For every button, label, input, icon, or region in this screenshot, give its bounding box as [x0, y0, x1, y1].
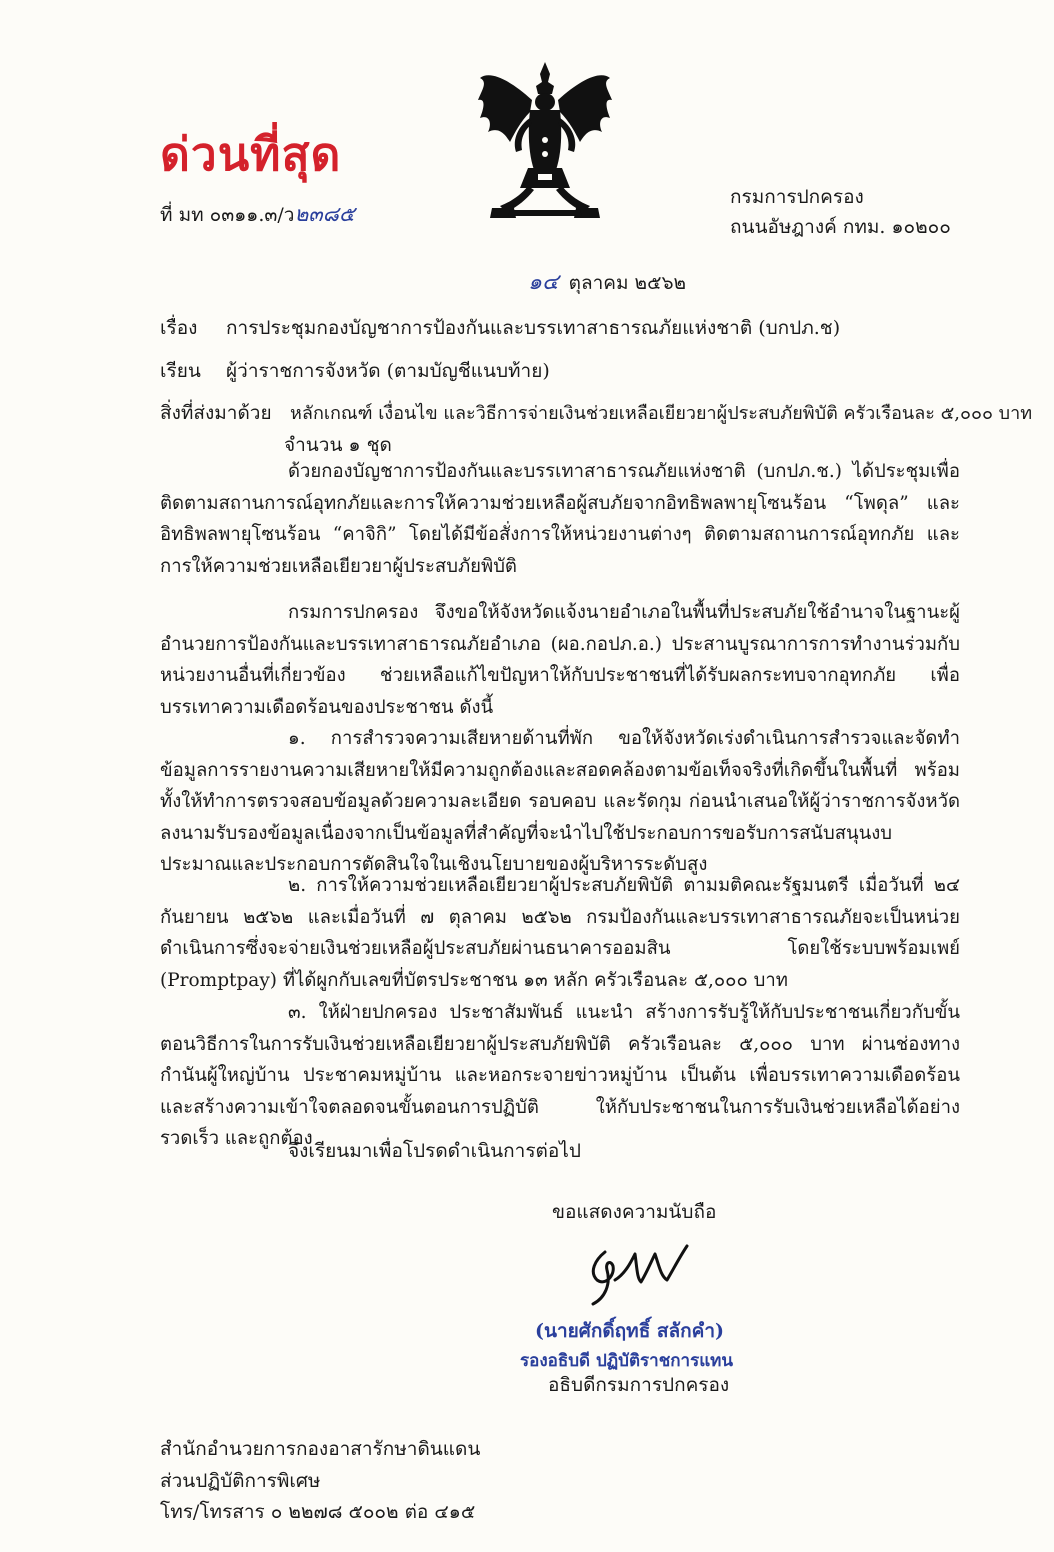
organization-address: ถนนอัษฎางค์ กทม. ๑๐๒๐๐: [730, 216, 951, 238]
reference-prefix: ที่ มท ๐๓๑๑.๓/ว: [160, 204, 295, 226]
handwritten-signature: [575, 1232, 725, 1312]
footer-section: ส่วนปฏิบัติการพิเศษ: [160, 1470, 321, 1492]
signatory-name: (นายศักดิ์ฤทธิ์ สลักคำ): [535, 1320, 725, 1342]
garuda-emblem-icon: [470, 60, 620, 230]
closing-line: จึงเรียนมาเพื่อโปรดดำเนินการต่อไป: [288, 1140, 581, 1162]
regards-text: ขอแสดงความนับถือ: [552, 1201, 717, 1223]
document-date: [528, 264, 686, 299]
signatory-department: อธิบดีกรมการปกครอง: [548, 1374, 730, 1396]
subject-row: [160, 313, 840, 343]
subject-text: การประชุมกองบัญชาการป้องกันและบรรเทาสาธารณภัยแห่งชาติ (บกปภ.ช): [226, 317, 841, 339]
body-paragraph-5: ๓. ให้ฝ่ายปกครอง ประชาสัมพันธ์ แนะนำ สร้างการรับรู้ให้กับประชาชนเกี่ยวกับขั้นตอนวิธีการในการรับเงินช่วยเหลือเยียวยาผู้ประสบภัยพิบัติ ครัวเรือนละ ๕,๐๐๐ บาท ผ่านช่องทางกำนันผู้ใหญ่บ้าน ประชาคมหมู่บ้าน และหอกระจายข่าวหมู่บ้าน เป็นต้น เพื่อบรรเทาความเดือดร้อน และสร้างความเข้าใจตลอดจนขั้นตอนการปฏิบัติ ให้กับประชาชนในการรับเงินช่วยเหลือได้อย่างรวดเร็ว และถูกต้อง: [160, 1002, 960, 1149]
subject-label: เรื่อง: [160, 317, 198, 339]
enclosure-label: สิ่งที่ส่งมาด้วย: [160, 402, 272, 424]
recipient-text: ผู้ว่าราชการจังหวัด (ตามบัญชีแนบท้าย): [226, 360, 550, 382]
footer-phone: โทร/โทรสาร ๐ ๒๒๗๘ ๕๐๐๒ ต่อ ๔๑๕: [160, 1501, 476, 1523]
enclosure-text: หลักเกณฑ์ เงื่อนไข และวิธีการจ่ายเงินช่วยเหลือเยียวยาผู้ประสบภัยพิบัติ ครัวเรือนละ ๕,๐๐๐ บาท: [290, 403, 1033, 424]
reference-number: [160, 198, 355, 231]
organization-name: กรมการปกครอง: [730, 186, 864, 208]
reference-handwritten-number: ๒๓๘๕: [294, 202, 355, 226]
body-paragraph-4: ๒. การให้ความช่วยเหลือเยียวยาผู้ประสบภัยพิบัติ ตามมติคณะรัฐมนตรี เมื่อวันที่ ๒๔ กันยายน ๒๕๖๒ และเมื่อวันที่ ๗ ตุลาคม ๒๕๖๒ กรมป้องกันและบรรเทาสาธารณภัยจะเป็นหน่วยดำเนินการซึ่งจะจ่ายเงินช่วยเหลือผู้ประสบภัยผ่านธนาคารออมสิน โดยใช้ระบบพร้อมเพย์ (Promptpay) ที่ได้ผูกกับเลขที่บัตรประชาชน ๑๓ หลัก ครัวเรือนละ ๕,๐๐๐ บาท: [160, 875, 960, 991]
recipient-row: [160, 356, 550, 386]
date-month-year: ตุลาคม ๒๕๖๒: [568, 272, 687, 294]
body-paragraph-2: กรมการปกครอง จึงขอให้จังหวัดแจ้งนายอำเภอในพื้นที่ประสบภัยใช้อำนาจในฐานะผู้อำนวยการป้องกันและบรรเทาสาธารณภัยอำเภอ (ผอ.กอปภ.อ.) ประสานบูรณาการการทำงานร่วมกับหน่วยงานอื่นที่เกี่ยวข้อง ช่วยเหลือแก้ไขปัญหาให้กับประชาชนที่ได้รับผลกระทบจากอุทกภัย เพื่อบรรเทาความเดือดร้อนของประชาชน ดังนี้: [160, 602, 960, 718]
urgency-stamp: ด่วนที่สุด: [160, 127, 342, 181]
body-paragraph-3: ๑. การสำรวจความเสียหายด้านที่พัก ขอให้จังหวัดเร่งดำเนินการสำรวจและจัดทำข้อมูลการรายงานความเสียหายให้มีความถูกต้องและสอดคล้องตามข้อเท็จจริงที่เกิดขึ้นในพื้นที่ พร้อมทั้งให้ทำการตรวจสอบข้อมูลด้วยความละเอียด รอบคอบ และรัดกุม ก่อนนำเสนอให้ผู้ว่าราชการจังหวัดลงนามรับรองข้อมูลเนื่องจากเป็นข้อมูลที่สำคัญที่จะนำไปใช้ประกอบการขอรับการสนับสนุนงบประมาณและประกอบการตัดสินใจในเชิงนโยบายของผู้บริหารระดับสูง: [160, 728, 960, 875]
enclosure-count: จำนวน ๑ ชุด: [284, 434, 392, 456]
footer-office: สำนักอำนวยการกองอาสารักษาดินแดน: [160, 1438, 481, 1460]
date-day-handwritten: ๑๔: [528, 270, 559, 295]
enclosure-row: [160, 398, 1032, 428]
signatory-position: รองอธิบดี ปฏิบัติราชการแทน: [520, 1351, 733, 1371]
body-paragraph-1: ด้วยกองบัญชาการป้องกันและบรรเทาสาธารณภัยแห่งชาติ (บกปภ.ช.) ได้ประชุมเพื่อติดตามสถานการณ์อุทกภัยและการให้ความช่วยเหลือผู้สบภัยจากอิทธิพลพายุโซนร้อน “โพดุล” และอิทธิพลพายุโซนร้อน “คาจิกิ” โดยได้มีข้อสั่งการให้หน่วยงานต่างๆ ติดตามสถานการณ์อุทกภัย และการให้ความช่วยเหลือเยียวยาผู้ประสบภัยพิบัติ: [160, 461, 960, 577]
recipient-label: เรียน: [160, 360, 201, 382]
